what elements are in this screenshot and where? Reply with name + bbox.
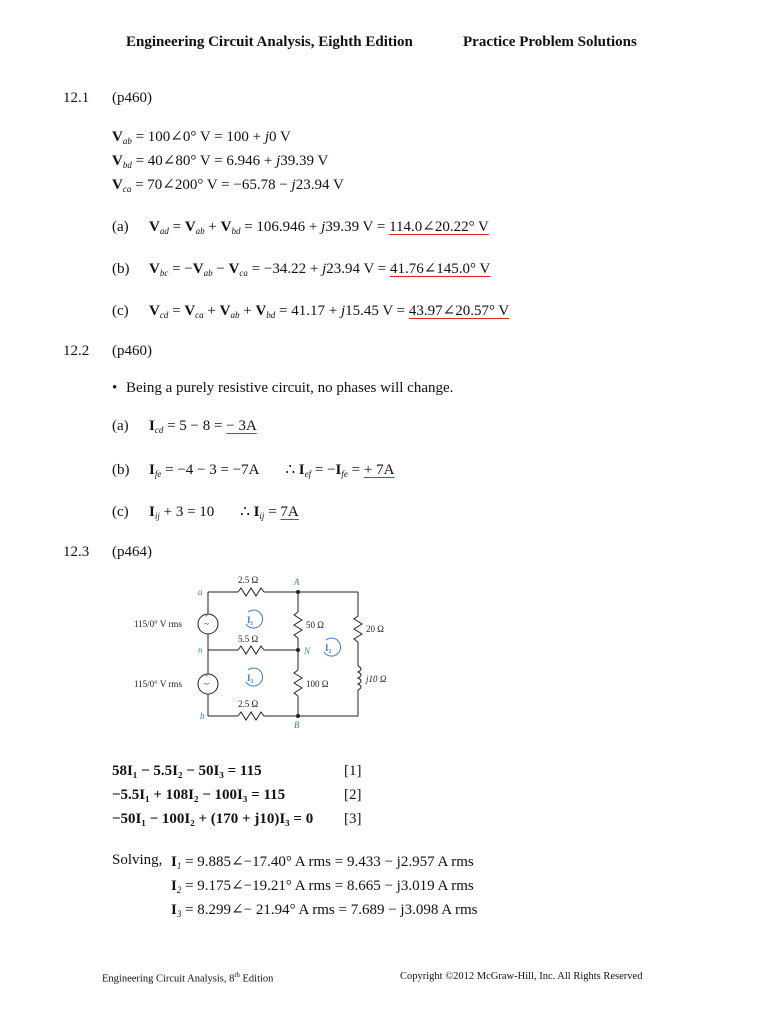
bullet-icon: • xyxy=(112,380,118,396)
equation-tag-3: [3] xyxy=(344,811,362,827)
footer-copyright: Copyright ©2012 McGraw-Hill, Inc. All Rights Reserved xyxy=(400,971,643,982)
given-vab: $V_{ab}$ = 100∠0° V = 100 + j0 V xyxy=(112,129,291,146)
node-b-label: b xyxy=(200,711,205,721)
node-B-label: B xyxy=(294,720,300,730)
answer-c: (c) $I_{ij} + 3 = 10$ ∴ $I_{ij} = 7A$ xyxy=(112,504,299,521)
equation-1: 58I₁ − 5.5I₂ − 50I₃ = 115 xyxy=(112,763,262,779)
problem-page: (p460) xyxy=(112,90,152,106)
answer-a: (a) $I_{cd} = 5 - 8$ = − 3A xyxy=(112,418,257,435)
node-n-label: n xyxy=(198,645,203,655)
mesh-current-2-label: I₂ xyxy=(325,643,332,653)
ac-symbol-icon: ~ xyxy=(204,679,209,689)
bullet-note: • Being a purely resistive circuit, no phases will change. xyxy=(112,380,454,396)
header-title: Engineering Circuit Analysis, Eighth Edition xyxy=(126,34,413,50)
problem-number: 12.3 xyxy=(63,544,90,560)
node-A-label: A xyxy=(294,577,300,587)
header-subtitle: Practice Problem Solutions xyxy=(463,34,637,50)
source-bottom-label: 115/0° V rms xyxy=(134,679,182,689)
plus-icon: + xyxy=(205,674,209,680)
solution-i3: $I_3$ = 8.299∠− 21.94° A rms = 7.689 − j3.098 A rms xyxy=(171,902,478,919)
equation-3: −50I₁ − 100I₂ + (170 + j10)I₃ = 0 xyxy=(112,811,314,827)
resistor-mid-label: 5.5 Ω xyxy=(238,634,259,644)
problem-number: 12.2 xyxy=(63,343,90,359)
resistor-bottom-label: 2.5 Ω xyxy=(238,699,259,709)
problem-number: 12.1 xyxy=(63,90,90,106)
resistor-top-label: 2.5 Ω xyxy=(238,575,259,585)
problem-page: (p464) xyxy=(112,544,152,560)
solving-label: Solving, xyxy=(112,852,163,868)
plus-icon: + xyxy=(205,614,209,620)
solution-i2: $I_2$ = 9.175∠−19.21° A rms = 8.665 − j3.019 A rms xyxy=(171,878,474,895)
given-vca: $V_{ca}$ = 70∠200° V = −65.78 − j23.94 V xyxy=(112,177,344,194)
answer-a: (a) $V_{ad} = V_{ab} + V_{bd} = 106.946 + j39.39$ V = 114.0∠20.22° V xyxy=(112,219,489,236)
resistor-50-label: 50 Ω xyxy=(306,620,324,630)
ac-symbol-icon: ~ xyxy=(204,619,209,629)
answer-c: (c) $V_{cd} = V_{ca} + V_{ab} + V_{bd} = 41.17 + j15.45$ V = 43.97∠20.57° V xyxy=(112,303,510,320)
answer-b: (b) $I_{fe} = -4 - 3 = -7A$ ∴ $I_{ef} = -I_{fe}$ = + 7A xyxy=(112,462,395,479)
given-vbd: $V_{bd}$ = 40∠80° V = 6.946 + j39.39 V xyxy=(112,153,329,170)
inductor-label: j10 Ω xyxy=(366,674,387,684)
node-a-label: a xyxy=(198,587,203,597)
node-N-label: N xyxy=(304,646,311,656)
resistor-20-label: 20 Ω xyxy=(366,624,384,634)
equation-tag-2: [2] xyxy=(344,787,362,803)
equation-2: −5.5I₁ + 108I₂ − 100I₃ = 115 xyxy=(112,787,286,803)
problem-page: (p460) xyxy=(112,343,152,359)
equation-tag-1: [1] xyxy=(344,763,362,779)
mesh-current-1-label: I₁ xyxy=(247,615,254,625)
solution-i1: $I_1$ = 9.885∠−17.40° A rms = 9.433 − j2.957 A rms xyxy=(171,854,474,871)
source-top-label: 115/0° V rms xyxy=(134,619,182,629)
footer-left: Engineering Circuit Analysis, 8th Edition xyxy=(102,971,274,985)
resistor-100-label: 100 Ω xyxy=(306,679,329,689)
circuit-diagram xyxy=(120,570,420,740)
answer-b: (b) $V_{bc} = -V_{ab} - V_{ca} = -34.22 + j23.94$ V = 41.76∠145.0° V xyxy=(112,261,491,278)
mesh-current-3-label: I₃ xyxy=(247,673,254,683)
